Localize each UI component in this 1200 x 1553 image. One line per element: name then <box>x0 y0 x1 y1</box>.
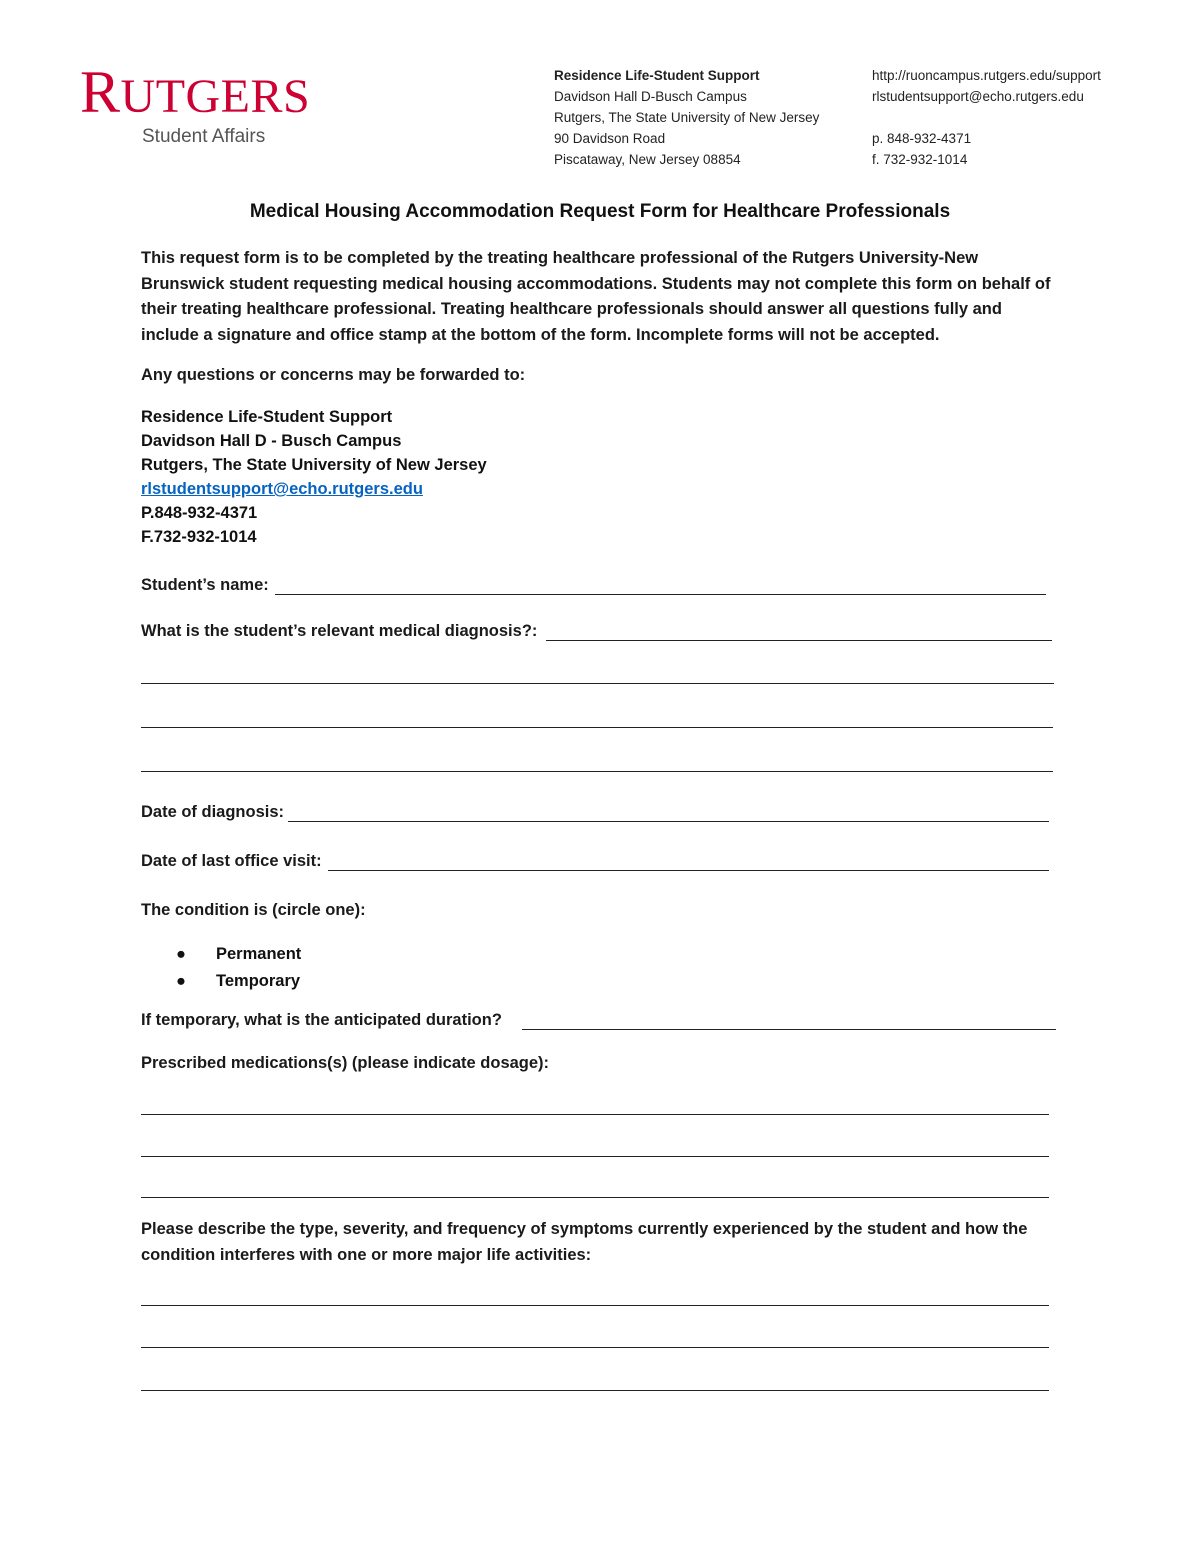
condition-label: The condition is (circle one): <box>141 901 366 919</box>
diagnosis-field[interactable] <box>546 640 1052 641</box>
contact-block <box>141 405 487 549</box>
header-address-line: Davidson Hall D-Busch Campus <box>554 89 747 104</box>
header-address-line: Rutgers, The State University of New Jersey <box>554 110 820 125</box>
symptoms-field-line[interactable] <box>141 1390 1049 1391</box>
header-office: Residence Life-Student Support <box>554 68 760 83</box>
diagnosis-field-line[interactable] <box>141 727 1053 728</box>
option-permanent-label: Permanent <box>216 945 302 963</box>
symptoms-field-line[interactable] <box>141 1347 1049 1348</box>
medications-field-line[interactable] <box>141 1156 1049 1157</box>
condition-options <box>176 941 301 995</box>
header-address-line: 90 Davidson Road <box>554 131 666 146</box>
rutgers-logo <box>80 59 311 125</box>
option-temporary-label: Temporary <box>216 972 301 990</box>
bullet-icon: ● <box>176 972 186 990</box>
header-email[interactable]: rlstudentsupport@echo.rutgers.edu <box>872 89 1084 104</box>
symptoms-label: Please describe the type, severity, and frequency of symptoms currently experienced by the student and how the condition interferes with one or more major life activities: <box>141 1220 1028 1264</box>
last-visit-field[interactable] <box>328 870 1049 871</box>
header-url[interactable]: http://ruoncampus.rutgers.edu/support <box>872 68 1101 83</box>
medications-field-line[interactable] <box>141 1114 1049 1115</box>
option-permanent[interactable] <box>176 941 301 968</box>
logo-wordmark: UTGERS <box>120 70 311 123</box>
form-title: Medical Housing Accommodation Request Form for Healthcare Professionals <box>249 201 951 222</box>
date-diagnosis-field[interactable] <box>288 821 1049 822</box>
contact-phone: P.848-932-4371 <box>141 504 258 522</box>
header-fax: f. 732-932-1014 <box>872 152 968 167</box>
questions-prompt: Any questions or concerns may be forwarded to: <box>141 366 526 384</box>
contact-building: Davidson Hall D - Busch Campus <box>141 432 402 450</box>
logo-initial: R <box>80 59 121 125</box>
symptoms-field-line[interactable] <box>141 1305 1049 1306</box>
medications-field-line[interactable] <box>141 1197 1049 1198</box>
contact-office: Residence Life-Student Support <box>141 408 393 426</box>
logo-subtitle: Student Affairs <box>142 126 266 147</box>
contact-email-link[interactable]: rlstudentsupport@echo.rutgers.edu <box>141 480 423 498</box>
contact-university: Rutgers, The State University of New Jersey <box>141 456 487 474</box>
bullet-icon: ● <box>176 945 186 963</box>
student-name-field[interactable] <box>275 594 1046 595</box>
diagnosis-field-line[interactable] <box>141 771 1053 772</box>
duration-label: If temporary, what is the anticipated duration? <box>141 1011 502 1029</box>
contact-fax: F.732-932-1014 <box>141 528 257 546</box>
medications-label: Prescribed medications(s) (please indicate dosage): <box>141 1054 550 1072</box>
header-phone: p. 848-932-4371 <box>872 131 972 146</box>
student-name-label: Student’s name: <box>141 576 269 594</box>
duration-field[interactable] <box>522 1029 1056 1030</box>
option-temporary[interactable] <box>176 968 301 995</box>
diagnosis-label: What is the student’s relevant medical diagnosis?: <box>141 622 538 640</box>
form-intro: This request form is to be completed by the treating healthcare professional of the Rutgers University-New Brunswick student requesting medical housing accommodations. Students may not complete this form on behalf of their treating healthcare professional. Treating healthcare professionals should answer all questions fully and include a signature and office stamp at the bottom of the form. Incomplete forms will not be accepted. <box>141 249 1051 344</box>
header-address-line: Piscataway, New Jersey 08854 <box>554 152 741 167</box>
diagnosis-field-line[interactable] <box>141 683 1054 684</box>
header-address <box>554 65 819 170</box>
last-visit-label: Date of last office visit: <box>141 852 322 870</box>
header-contact <box>872 65 1101 170</box>
date-diagnosis-label: Date of diagnosis: <box>141 803 285 821</box>
